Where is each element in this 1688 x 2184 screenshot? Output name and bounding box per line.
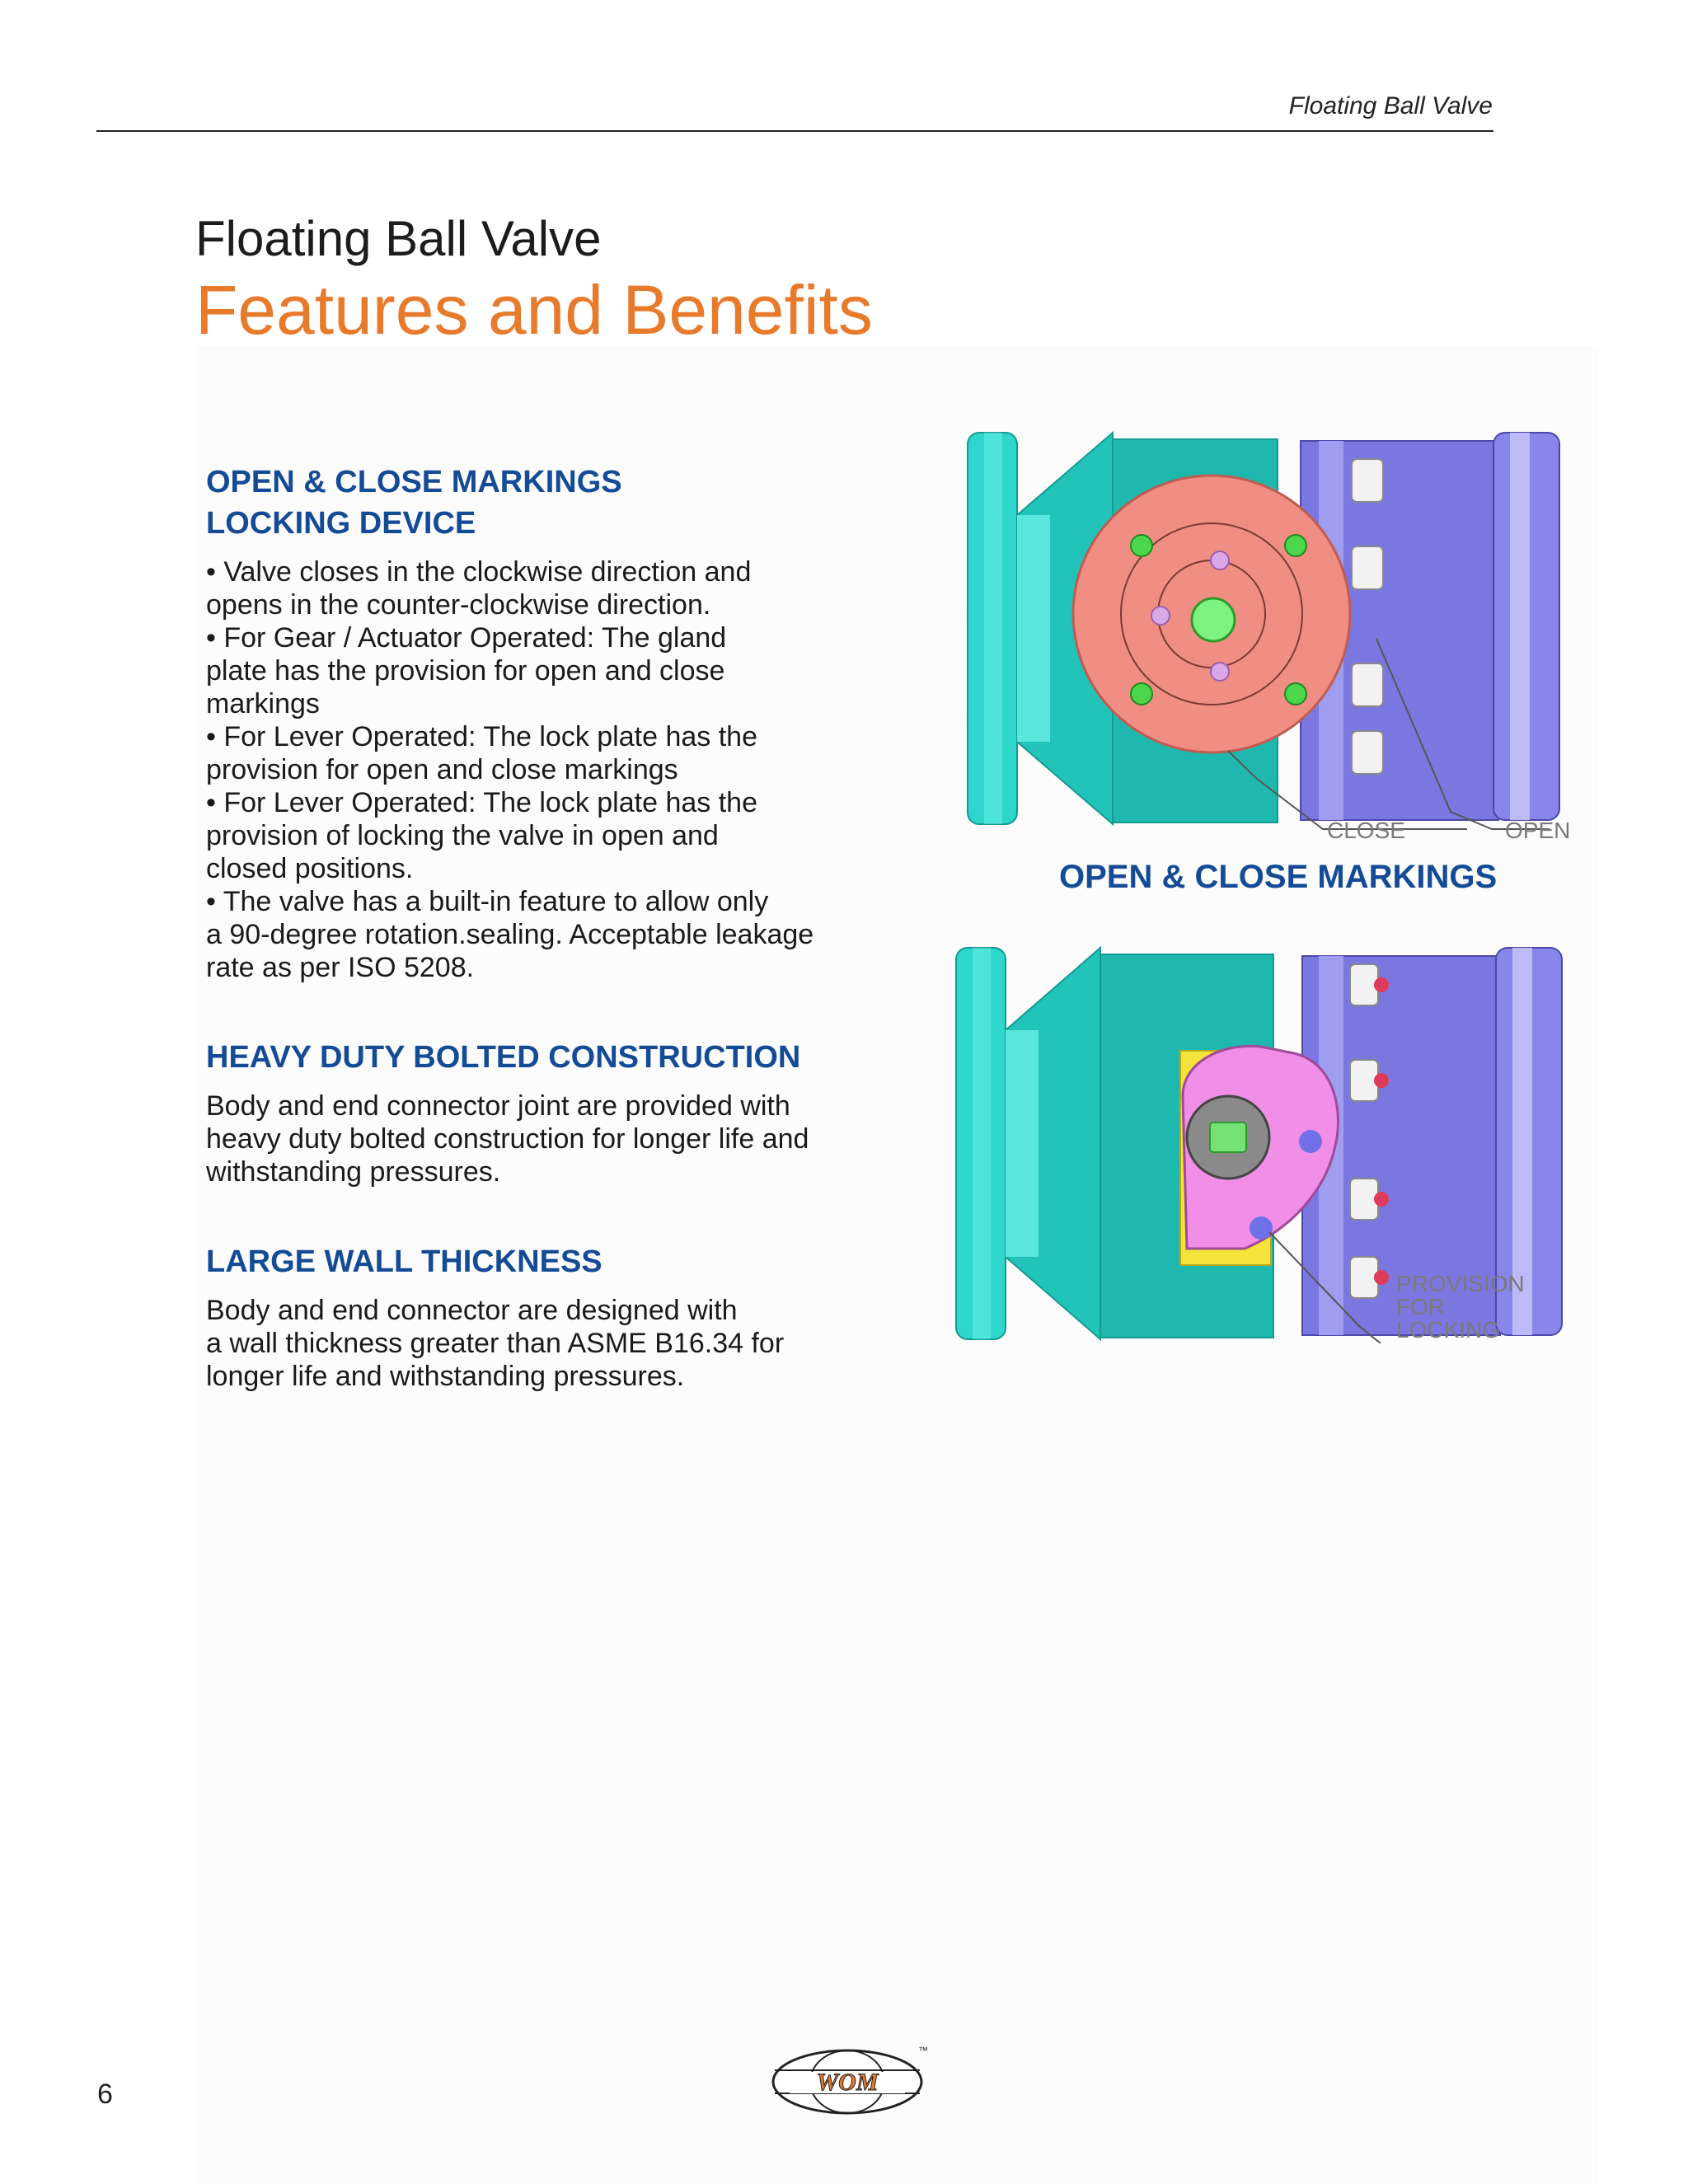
callout-line: PROVISION [1396, 1271, 1525, 1296]
body-neck-highlight [1006, 1030, 1039, 1257]
body-line: withstanding pressures. [206, 1156, 501, 1188]
logo-text: WOM [816, 2069, 879, 2096]
left-flange-highlight [984, 433, 1002, 824]
callout-open-label: OPEN [1505, 818, 1571, 843]
page-title: Features and Benefits [195, 271, 873, 349]
body-line: • For Lever Operated: The lock plate has the [206, 787, 757, 818]
callout-line: LOCKING [1396, 1317, 1501, 1343]
section-heading-line1: OPEN & CLOSE MARKINGS [206, 465, 622, 499]
wom-logo [765, 2042, 930, 2116]
section-body [206, 555, 890, 984]
valve-gland-plate-figure [956, 424, 1582, 853]
body-neck-highlight [1017, 515, 1050, 742]
body-line: provision of locking the valve in open and [206, 820, 719, 851]
callout-locking-label [1396, 1272, 1525, 1342]
body-line: opens in the counter-clockwise direction. [206, 589, 711, 621]
section-heading [206, 462, 890, 544]
page-subtitle: Floating Ball Valve [195, 211, 602, 266]
lock-hole-open [1250, 1216, 1273, 1240]
running-header: Floating Ball Valve [1288, 92, 1493, 120]
body-line: rate as per ISO 5208. [206, 952, 475, 983]
section-large-wall-thickness [206, 1241, 890, 1393]
body-line: a 90-degree rotation.sealing. Acceptable leakage [206, 919, 814, 950]
section-heading-line2: LOCKING DEVICE [206, 506, 476, 541]
body-line: longer life and withstanding pressures. [206, 1361, 685, 1392]
section-body [206, 1090, 890, 1188]
page-number: 6 [97, 2079, 113, 2110]
callout-close-label: CLOSE [1327, 818, 1405, 843]
section-open-close-markings [206, 462, 890, 984]
body-line: a wall thickness greater than ASME B16.34 for [206, 1328, 785, 1359]
body-line: • The valve has a built-in feature to allow only [206, 886, 769, 917]
valve-stem [1210, 1122, 1246, 1152]
logo-trademark: ™ [918, 2045, 928, 2056]
body-line: plate has the provision for open and close [206, 655, 725, 687]
figure-caption: OPEN & CLOSE MARKINGS [1059, 859, 1498, 895]
section-body [206, 1294, 890, 1393]
section-heavy-duty-bolted [206, 1037, 890, 1188]
body-line: • Valve closes in the clockwise direction and [206, 556, 752, 588]
valve-stem [1192, 598, 1235, 641]
body-line: • For Gear / Actuator Operated: The gland [206, 622, 727, 654]
body-line: provision for open and close markings [206, 754, 678, 785]
body-line: Body and end connector are designed with [206, 1295, 738, 1326]
body-line: heavy duty bolted construction for longer life and [206, 1123, 809, 1155]
body-line: Body and end connector joint are provided with [206, 1090, 790, 1122]
body-line: markings [206, 688, 320, 719]
callout-line: FOR [1396, 1294, 1446, 1319]
body-line: closed positions. [206, 853, 414, 884]
left-flange-highlight [973, 948, 991, 1339]
header-rule [96, 130, 1493, 132]
section-heading: HEAVY DUTY BOLTED CONSTRUCTION [206, 1040, 801, 1075]
body-line: • For Lever Operated: The lock plate has the [206, 721, 757, 752]
section-heading: LARGE WALL THICKNESS [206, 1244, 603, 1279]
right-flange-highlight [1510, 433, 1530, 820]
lock-hole-close [1299, 1130, 1322, 1153]
